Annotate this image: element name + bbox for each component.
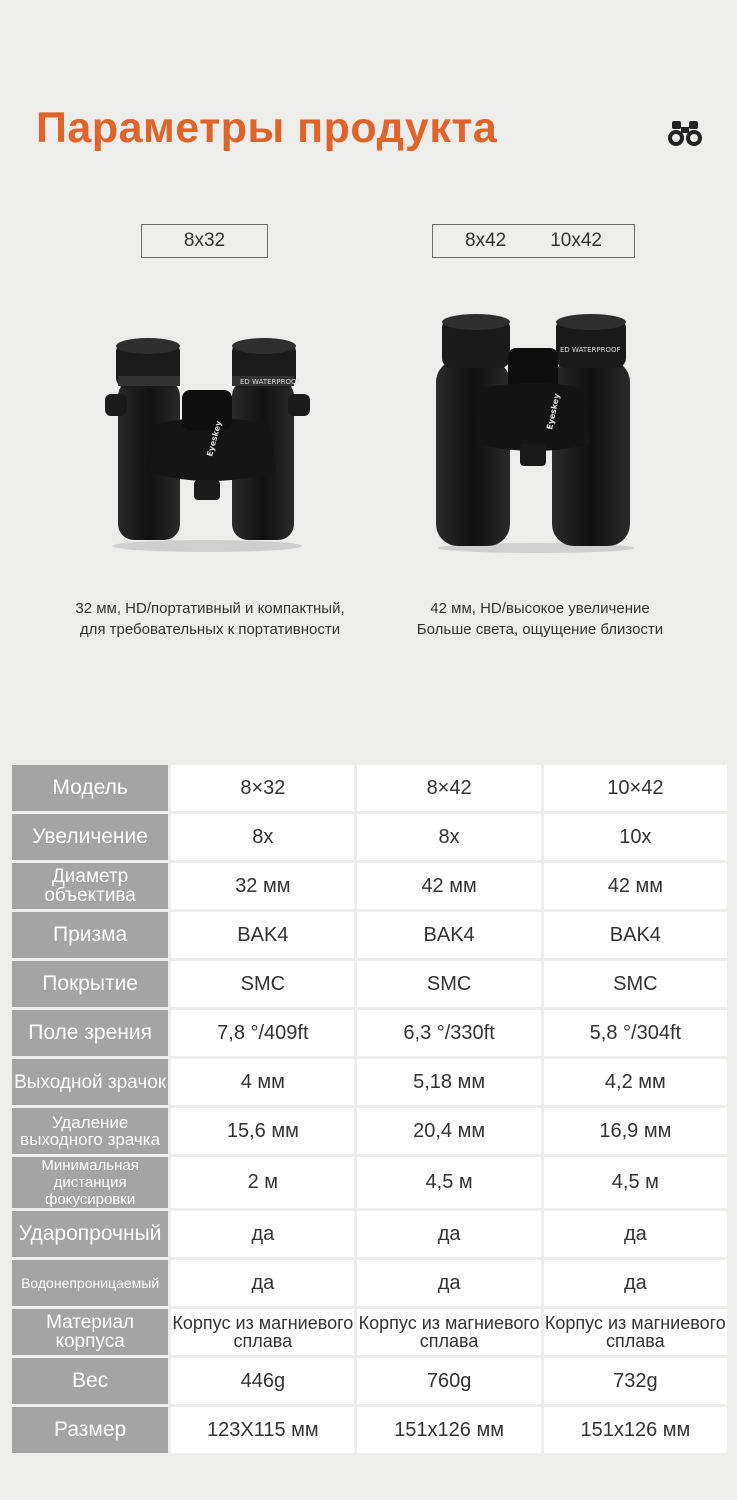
row-header: Минимальная дистанция фокусировки <box>12 1157 168 1208</box>
table-row <box>12 1358 727 1404</box>
cell-8x42: 760g <box>357 1358 540 1404</box>
cell-8x42: да <box>357 1260 540 1306</box>
row-header: Материал корпуса <box>12 1309 168 1355</box>
cell-8x32: 32 мм <box>171 863 354 909</box>
spec-table <box>9 762 730 1456</box>
cell-8x32: 4 мм <box>171 1059 354 1105</box>
caption-8x32 <box>40 598 380 640</box>
cell-8x32: 123X115 мм <box>171 1407 354 1453</box>
cell-10x42: да <box>544 1211 727 1257</box>
page-title: Параметры продукта <box>36 104 498 152</box>
caption-line: для требовательных к портативности <box>79 621 341 638</box>
cell-8x42: Корпус из магниевого сплава <box>357 1309 540 1355</box>
cell-8x42: SMC <box>357 961 540 1007</box>
caption-line: 32 мм, HD/портативный и компактный, <box>75 600 345 617</box>
binocular-8x32-image <box>100 332 315 554</box>
cell-8x42: 8x <box>357 814 540 860</box>
table-row <box>12 1211 727 1257</box>
model-name: 10x42 <box>550 230 602 251</box>
cell-8x42: 5,18 мм <box>357 1059 540 1105</box>
svg-text:Eyeskey: Eyeskey <box>205 419 224 458</box>
cell-8x32: 7,8 °/409ft <box>171 1010 354 1056</box>
cell-8x32: 15,6 мм <box>171 1108 354 1154</box>
row-header: Выходной зрачок <box>12 1059 168 1105</box>
table-row <box>12 863 727 909</box>
caption-42 <box>370 598 710 640</box>
cell-8x32: SMC <box>171 961 354 1007</box>
table-row <box>12 1157 727 1208</box>
model-label-8x32 <box>141 224 268 258</box>
cell-10x42: 732g <box>544 1358 727 1404</box>
svg-text:ED WATERPROOF: ED WATERPROOF <box>560 346 621 354</box>
cell-8x32: да <box>171 1260 354 1306</box>
cell-10x42: BAK4 <box>544 912 727 958</box>
table-row <box>12 1260 727 1306</box>
row-header: Размер <box>12 1407 168 1453</box>
cell-8x32: 8x <box>171 814 354 860</box>
table-row <box>12 1059 727 1105</box>
binoculars-icon <box>667 118 703 148</box>
cell-8x32: да <box>171 1211 354 1257</box>
row-header: Поле зрения <box>12 1010 168 1056</box>
cell-8x42: 8×42 <box>357 765 540 811</box>
row-header: Водонепроницаемый <box>12 1260 168 1306</box>
cell-8x42: 151x126 мм <box>357 1407 540 1453</box>
cell-8x32: Корпус из магниевого сплава <box>171 1309 354 1355</box>
svg-text:Eyeskey: Eyeskey <box>545 392 562 431</box>
cell-10x42: SMC <box>544 961 727 1007</box>
table-row <box>12 912 727 958</box>
row-header: Увеличение <box>12 814 168 860</box>
cell-10x42: Корпус из магниевого сплава <box>544 1309 727 1355</box>
cell-8x32: 8×32 <box>171 765 354 811</box>
table-row <box>12 961 727 1007</box>
svg-text:ED WATERPROOF: ED WATERPROOF <box>240 378 301 386</box>
cell-10x42: 5,8 °/304ft <box>544 1010 727 1056</box>
row-header: Диаметр объектива <box>12 863 168 909</box>
cell-10x42: 16,9 мм <box>544 1108 727 1154</box>
table-row <box>12 1407 727 1453</box>
row-header: Модель <box>12 765 168 811</box>
cell-8x32: 2 м <box>171 1157 354 1208</box>
cell-8x32: BAK4 <box>171 912 354 958</box>
cell-8x42: 6,3 °/330ft <box>357 1010 540 1056</box>
row-header: Ударопрочный <box>12 1211 168 1257</box>
cell-8x42: да <box>357 1211 540 1257</box>
cell-10x42: 10×42 <box>544 765 727 811</box>
row-header: Вес <box>12 1358 168 1404</box>
row-header: Призма <box>12 912 168 958</box>
table-row <box>12 1309 727 1355</box>
cell-10x42: 4,5 м <box>544 1157 727 1208</box>
cell-8x42: 20,4 мм <box>357 1108 540 1154</box>
cell-8x32: 446g <box>171 1358 354 1404</box>
row-header: Покрытие <box>12 961 168 1007</box>
caption-line: Больше света, ощущение близости <box>416 621 664 638</box>
cell-10x42: 151x126 мм <box>544 1407 727 1453</box>
cell-8x42: BAK4 <box>357 912 540 958</box>
cell-10x42: да <box>544 1260 727 1306</box>
model-name: 8x32 <box>183 230 226 251</box>
cell-8x42: 42 мм <box>357 863 540 909</box>
cell-10x42: 42 мм <box>544 863 727 909</box>
table-row <box>12 1010 727 1056</box>
row-header: Удаление выходного зрачка <box>12 1108 168 1154</box>
cell-8x42: 4,5 м <box>357 1157 540 1208</box>
table-row <box>12 765 727 811</box>
cell-10x42: 10x <box>544 814 727 860</box>
binocular-42-image <box>432 312 640 554</box>
model-label-8x42-10x42 <box>432 224 635 258</box>
caption-line: 42 мм, HD/высокое увеличение <box>430 600 650 617</box>
cell-10x42: 4,2 мм <box>544 1059 727 1105</box>
model-name: 8x42 <box>465 230 507 251</box>
table-row <box>12 1108 727 1154</box>
table-row <box>12 814 727 860</box>
